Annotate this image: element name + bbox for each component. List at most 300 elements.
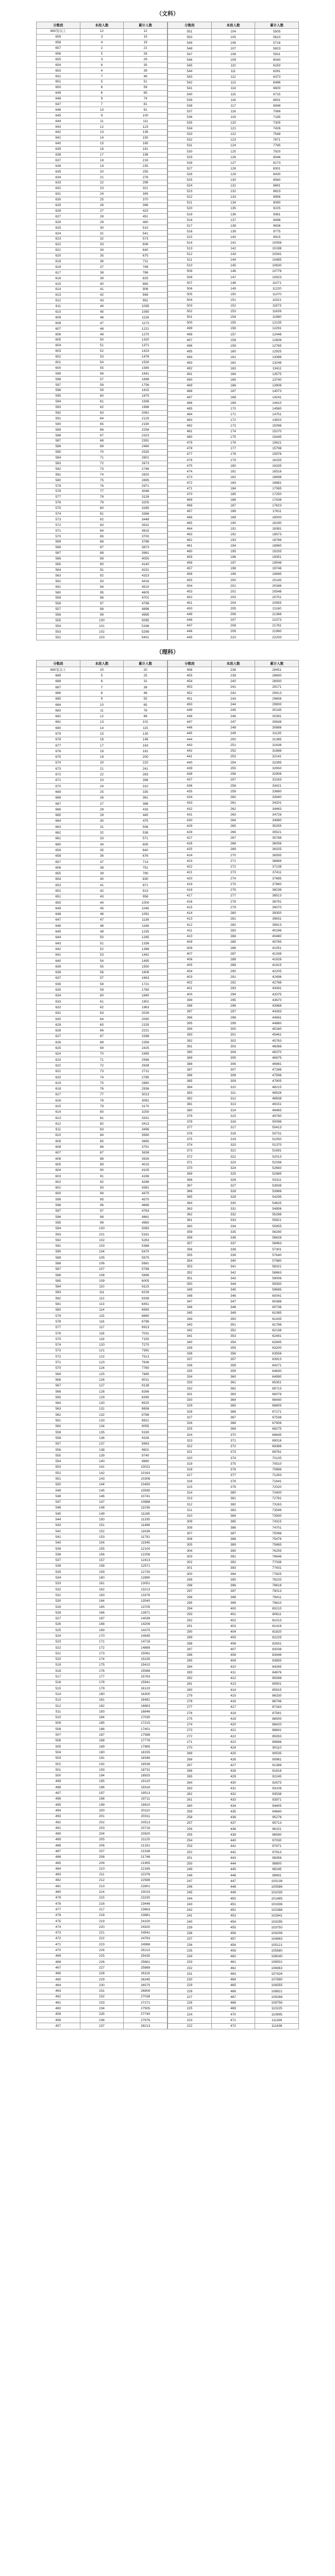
cumulative-cell: 10741 bbox=[124, 1494, 167, 1499]
cumulative-cell: 12606 bbox=[255, 337, 299, 343]
count-cell: 280 bbox=[211, 910, 255, 916]
count-cell: 46 bbox=[80, 315, 124, 320]
table-row bbox=[168, 74, 299, 80]
score-cell: 504 bbox=[37, 1750, 80, 1755]
score-cell: 579 bbox=[37, 1313, 80, 1319]
count-cell: 7 bbox=[80, 684, 124, 690]
cumulative-cell: 8173 bbox=[255, 160, 299, 166]
cumulative-cell: 13705 bbox=[124, 1604, 167, 1609]
score-cell: 611 bbox=[37, 303, 80, 309]
count-cell: 179 bbox=[211, 457, 255, 463]
count-cell: 41 bbox=[80, 286, 124, 292]
score-cell: 660 bbox=[37, 841, 80, 847]
score-cell: 243 bbox=[168, 1902, 212, 1907]
table-row bbox=[37, 444, 167, 449]
count-cell: 140 bbox=[211, 234, 255, 240]
cumulative-cell: 72020 bbox=[255, 1484, 299, 1490]
cumulative-cell: 541 bbox=[124, 231, 167, 236]
table-row bbox=[168, 600, 299, 606]
count-cell: 5 bbox=[80, 51, 124, 57]
score-cell: 599 bbox=[37, 1197, 80, 1202]
count-cell: 20 bbox=[80, 169, 124, 175]
cumulative-cell: 67906 bbox=[255, 1420, 299, 1426]
score-cell: 543 bbox=[168, 74, 212, 80]
cumulative-cell: 36325 bbox=[255, 846, 299, 852]
table-row bbox=[168, 1884, 299, 1890]
cumulative-cell: 101035 bbox=[255, 1890, 299, 1895]
score-cell: 476 bbox=[168, 457, 212, 463]
col-header-count: 本段人数 bbox=[211, 660, 255, 667]
count-cell: 270 bbox=[211, 853, 255, 858]
table-row bbox=[168, 1803, 299, 1809]
table-row bbox=[168, 629, 299, 634]
score-cell: 290 bbox=[168, 1629, 212, 1635]
table-row bbox=[168, 910, 299, 916]
score-cell: 512 bbox=[37, 1703, 80, 1708]
score-cell: 362 bbox=[168, 1212, 212, 1217]
score-cell: 541 bbox=[168, 86, 212, 91]
table-row bbox=[37, 1616, 167, 1621]
table-row bbox=[37, 163, 167, 169]
score-cell: 504 bbox=[168, 297, 212, 303]
table-row bbox=[168, 1333, 299, 1339]
score-cell: 427 bbox=[168, 835, 212, 841]
score-cell: 645 bbox=[37, 929, 80, 935]
score-cell: 467 bbox=[37, 1965, 80, 1971]
table-row bbox=[168, 1183, 299, 1189]
table-row bbox=[37, 1773, 167, 1778]
score-cell: 268 bbox=[168, 1757, 212, 1762]
cumulative-cell: 1091 bbox=[124, 911, 167, 917]
count-cell: 62 bbox=[80, 1005, 124, 1010]
cumulative-cell: 88 bbox=[124, 714, 167, 719]
score-cell: 507 bbox=[37, 1732, 80, 1738]
table-row bbox=[168, 1281, 299, 1287]
cumulative-cell: 37138 bbox=[255, 864, 299, 870]
count-cell: 419 bbox=[211, 1716, 255, 1722]
table-row bbox=[168, 383, 299, 388]
table-row bbox=[37, 946, 167, 952]
cumulative-cell: 9498 bbox=[255, 217, 299, 223]
score-cell: 590 bbox=[37, 1249, 80, 1255]
score-cell: 529 bbox=[168, 155, 212, 160]
cumulative-cell: 18960 bbox=[255, 543, 299, 549]
count-cell: 342 bbox=[211, 1270, 255, 1276]
count-cell: 163 bbox=[80, 1592, 124, 1598]
score-cell: 518 bbox=[37, 1668, 80, 1674]
count-cell: 101 bbox=[80, 1231, 124, 1237]
cumulative-cell: 21538 bbox=[124, 1849, 167, 1854]
cumulative-cell: 20513 bbox=[124, 1819, 167, 1825]
table-row bbox=[37, 1598, 167, 1604]
cumulative-cell: 8788 bbox=[124, 1412, 167, 1418]
count-cell: 161 bbox=[211, 354, 255, 360]
cumulative-cell: 34201 bbox=[255, 800, 299, 806]
count-cell: 39 bbox=[80, 276, 124, 281]
score-cell: 468 bbox=[37, 1959, 80, 1964]
cumulative-cell: 85088 bbox=[255, 1675, 299, 1681]
count-cell: 402 bbox=[211, 1618, 255, 1623]
score-cell: 610 bbox=[37, 1132, 80, 1138]
count-cell: 24 bbox=[80, 784, 124, 789]
table-row bbox=[168, 945, 299, 951]
table-row bbox=[168, 1397, 299, 1403]
count-cell: 115 bbox=[211, 92, 255, 97]
cumulative-cell: 65 bbox=[124, 702, 167, 707]
table-row bbox=[37, 472, 167, 478]
score-cell: 407 bbox=[168, 951, 212, 957]
count-cell: 373 bbox=[211, 1449, 255, 1455]
count-cell: 227 bbox=[80, 1965, 124, 1971]
score-cell: 544 bbox=[168, 69, 212, 74]
count-cell: 215 bbox=[80, 1895, 124, 1901]
score-cell: 642 bbox=[37, 130, 80, 135]
cumulative-cell: 110695 bbox=[255, 2012, 299, 2018]
count-cell: 72 bbox=[80, 1063, 124, 1069]
count-cell: 428 bbox=[211, 1768, 255, 1774]
count-cell: 316 bbox=[211, 1119, 255, 1125]
cumulative-cell: 12135 bbox=[255, 320, 299, 326]
table-row bbox=[37, 1744, 167, 1750]
table-row bbox=[37, 601, 167, 606]
score-cell: 660及以上 bbox=[37, 29, 80, 35]
table-row bbox=[37, 702, 167, 707]
score-cell: 574 bbox=[37, 511, 80, 517]
cumulative-cell: 52660 bbox=[255, 1165, 299, 1171]
liberal-arts-left-body bbox=[37, 29, 167, 640]
cumulative-cell: 24320 bbox=[124, 1924, 167, 1930]
cumulative-cell: 77038 bbox=[255, 1560, 299, 1565]
table-header-row bbox=[37, 660, 167, 667]
count-cell: 451 bbox=[211, 1902, 255, 1907]
cumulative-cell: 1530 bbox=[124, 360, 167, 365]
count-cell: 132 bbox=[80, 1412, 124, 1418]
cumulative-cell: 12730 bbox=[124, 1569, 167, 1575]
table-row bbox=[37, 1976, 167, 1982]
score-cell: 556 bbox=[37, 1447, 80, 1452]
cumulative-cell: 1235 bbox=[124, 929, 167, 935]
cumulative-cell: 34726 bbox=[255, 812, 299, 818]
count-cell: 228 bbox=[80, 1971, 124, 1976]
count-cell: 207 bbox=[80, 1849, 124, 1854]
count-cell: 67 bbox=[80, 433, 124, 438]
score-cell: 452 bbox=[168, 595, 212, 600]
cumulative-cell: 3013 bbox=[124, 1092, 167, 1097]
score-cell: 469 bbox=[37, 1953, 80, 1959]
table-row bbox=[168, 1571, 299, 1577]
table-row bbox=[168, 634, 299, 640]
count-cell: 77 bbox=[80, 489, 124, 495]
count-cell: 301 bbox=[211, 1032, 255, 1038]
table-row bbox=[168, 1241, 299, 1246]
cumulative-cell: 4995 bbox=[124, 612, 167, 618]
score-cell: 582 bbox=[37, 466, 80, 472]
cumulative-cell: 10306 bbox=[124, 1476, 167, 1482]
score-cell: 412 bbox=[168, 922, 212, 928]
score-cell: 644 bbox=[37, 118, 80, 124]
count-cell: 305 bbox=[211, 1055, 255, 1061]
cumulative-cell: 70135 bbox=[255, 1455, 299, 1461]
cumulative-cell: 5505 bbox=[255, 29, 299, 35]
count-cell: 129 bbox=[211, 172, 255, 177]
score-cell: 562 bbox=[37, 1412, 80, 1418]
cumulative-cell: 1441 bbox=[124, 952, 167, 958]
count-cell: 35 bbox=[80, 848, 124, 853]
score-cell: 309 bbox=[168, 1519, 212, 1524]
score-cell: 415 bbox=[168, 905, 212, 910]
score-cell: 594 bbox=[37, 1226, 80, 1231]
count-cell: 461 bbox=[211, 1959, 255, 1965]
score-cell: 294 bbox=[168, 1606, 212, 1612]
cumulative-cell: 89263 bbox=[255, 1734, 299, 1739]
cumulative-cell: 51691 bbox=[255, 1148, 299, 1154]
count-cell: 194 bbox=[80, 1773, 124, 1778]
count-cell: 367 bbox=[211, 1415, 255, 1420]
table-row bbox=[37, 158, 167, 163]
table-row bbox=[168, 887, 299, 893]
score-cell: 341 bbox=[168, 1333, 212, 1339]
score-cell: 473 bbox=[37, 1930, 80, 1936]
cumulative-cell: 21125 bbox=[124, 1837, 167, 1842]
cumulative-cell: 78616 bbox=[255, 1583, 299, 1588]
cumulative-cell: 8011 bbox=[124, 1377, 167, 1383]
cumulative-cell: 235 bbox=[124, 163, 167, 169]
cumulative-cell: 21331 bbox=[124, 1843, 167, 1849]
table-row bbox=[168, 905, 299, 910]
cumulative-cell: 5575 bbox=[124, 1255, 167, 1261]
count-cell: 423 bbox=[211, 1739, 255, 1745]
count-cell: 136 bbox=[80, 1435, 124, 1441]
cumulative-cell: 11335 bbox=[124, 1517, 167, 1522]
score-cell: 586 bbox=[37, 1272, 80, 1278]
score-cell: 393 bbox=[168, 1032, 212, 1038]
table-row bbox=[168, 589, 299, 595]
score-cell: 657 bbox=[37, 859, 80, 865]
cumulative-cell: 7031 bbox=[124, 1330, 167, 1336]
table-row bbox=[168, 86, 299, 91]
cumulative-cell: 40196 bbox=[255, 928, 299, 934]
score-cell: 394 bbox=[168, 1026, 212, 1032]
count-cell: 23 bbox=[80, 185, 124, 191]
cumulative-cell: 7391 bbox=[124, 1348, 167, 1353]
cumulative-cell: 38513 bbox=[255, 893, 299, 899]
count-cell: 194 bbox=[211, 543, 255, 549]
table-row bbox=[168, 457, 299, 463]
score-cell: 464 bbox=[168, 526, 212, 532]
count-cell: 140 bbox=[80, 1459, 124, 1464]
table-row bbox=[37, 455, 167, 461]
count-cell: 34 bbox=[80, 841, 124, 847]
table-row bbox=[168, 1780, 299, 1786]
table-row bbox=[37, 725, 167, 731]
count-cell: 16 bbox=[80, 737, 124, 742]
score-cell: 600 bbox=[37, 365, 80, 371]
score-cell: 646 bbox=[37, 923, 80, 929]
table-row bbox=[37, 101, 167, 107]
score-cell: 377 bbox=[168, 1125, 212, 1130]
score-cell: 255 bbox=[168, 1832, 212, 1838]
col-header-count: 本段人数 bbox=[80, 660, 124, 667]
count-cell: 299 bbox=[211, 1021, 255, 1026]
table-row bbox=[168, 303, 299, 309]
cumulative-cell: 1721 bbox=[124, 981, 167, 987]
cumulative-cell: 21781 bbox=[255, 623, 299, 629]
section-title-liberal-arts: （文科） bbox=[156, 11, 179, 17]
table-row bbox=[168, 520, 299, 526]
score-cell: 273 bbox=[168, 1727, 212, 1733]
count-cell: 395 bbox=[211, 1577, 255, 1583]
cumulative-cell: 6913 bbox=[124, 1325, 167, 1330]
count-cell: 99 bbox=[80, 1220, 124, 1226]
cumulative-cell: 5716 bbox=[255, 40, 299, 46]
score-cell: 531 bbox=[37, 1592, 80, 1598]
score-cell: 282 bbox=[168, 1675, 212, 1681]
count-cell: 421 bbox=[211, 1727, 255, 1733]
cumulative-cell: 76255 bbox=[255, 1548, 299, 1554]
table-row bbox=[37, 999, 167, 1005]
table-row bbox=[168, 1843, 299, 1849]
cumulative-cell: 200 bbox=[124, 754, 167, 760]
table-row bbox=[37, 534, 167, 539]
score-cell: 391 bbox=[168, 1044, 212, 1049]
score-cell: 231 bbox=[168, 1971, 212, 1977]
cumulative-cell: 70886 bbox=[255, 1467, 299, 1472]
table-row bbox=[37, 1494, 167, 1499]
table-row bbox=[168, 503, 299, 509]
cumulative-cell: 11673 bbox=[255, 303, 299, 309]
score-cell: 468 bbox=[168, 503, 212, 509]
cumulative-cell: 27740 bbox=[124, 2011, 167, 2017]
table-row bbox=[168, 160, 299, 166]
cumulative-cell: 711 bbox=[124, 259, 167, 264]
count-cell: 26 bbox=[80, 795, 124, 801]
cumulative-cell: 19316 bbox=[124, 1785, 167, 1790]
count-cell: 136 bbox=[211, 212, 255, 217]
table-row bbox=[37, 911, 167, 917]
score-cell: 568 bbox=[37, 545, 80, 550]
cumulative-cell: 91 bbox=[124, 107, 167, 113]
score-cell: 356 bbox=[168, 1247, 212, 1252]
score-cell: 425 bbox=[168, 846, 212, 852]
count-cell: 160 bbox=[80, 1575, 124, 1581]
table-row bbox=[168, 1577, 299, 1583]
count-cell: 12 bbox=[80, 124, 124, 130]
count-cell: 178 bbox=[211, 451, 255, 457]
table-row bbox=[168, 1340, 299, 1345]
cumulative-cell: 70510 bbox=[255, 1461, 299, 1467]
table-row bbox=[37, 1290, 167, 1295]
count-cell: 400 bbox=[211, 1606, 255, 1612]
table-row bbox=[37, 1947, 167, 1953]
score-cell: 643 bbox=[37, 124, 80, 130]
table-row bbox=[168, 1003, 299, 1009]
cumulative-cell: 46981 bbox=[255, 1061, 299, 1067]
cumulative-cell: 28690 bbox=[255, 673, 299, 679]
score-cell: 310 bbox=[168, 1513, 212, 1519]
count-cell: 324 bbox=[211, 1165, 255, 1171]
count-cell: 58 bbox=[80, 382, 124, 388]
table-row bbox=[168, 1774, 299, 1780]
cumulative-cell: 88000 bbox=[255, 1716, 299, 1722]
cumulative-cell: 13575 bbox=[255, 371, 299, 377]
count-cell: 338 bbox=[211, 1247, 255, 1252]
table-row bbox=[168, 707, 299, 713]
cumulative-cell: 37960 bbox=[255, 882, 299, 887]
table-row bbox=[37, 987, 167, 993]
cumulative-cell: 16846 bbox=[124, 1709, 167, 1715]
count-cell: 52 bbox=[80, 348, 124, 354]
table-row bbox=[37, 1028, 167, 1033]
count-cell: 388 bbox=[211, 1536, 255, 1542]
cumulative-cell: 20548 bbox=[255, 589, 299, 595]
count-cell: 297 bbox=[211, 1009, 255, 1014]
cumulative-cell: 30391 bbox=[255, 714, 299, 719]
cumulative-cell: 2288 bbox=[124, 1033, 167, 1039]
cumulative-cell: 34990 bbox=[255, 818, 299, 823]
count-cell: 64 bbox=[80, 416, 124, 421]
table-row bbox=[168, 583, 299, 589]
count-cell: 39 bbox=[80, 871, 124, 876]
cumulative-cell: 106963 bbox=[255, 1965, 299, 1971]
count-cell: 417 bbox=[211, 1704, 255, 1710]
cumulative-cell: 29171 bbox=[255, 684, 299, 690]
cumulative-cell: 33421 bbox=[255, 783, 299, 789]
score-cell: 608 bbox=[37, 1144, 80, 1150]
count-cell: 206 bbox=[80, 1843, 124, 1849]
score-cell: 457 bbox=[168, 566, 212, 571]
count-cell: 471 bbox=[211, 2018, 255, 2023]
table-row bbox=[37, 393, 167, 399]
cumulative-cell: 55621 bbox=[255, 1217, 299, 1223]
count-cell: 409 bbox=[211, 1658, 255, 1664]
count-cell: 79 bbox=[80, 500, 124, 505]
score-cell: 486 bbox=[37, 1854, 80, 1860]
cumulative-cell: 56963 bbox=[255, 1241, 299, 1246]
cumulative-cell: 23663 bbox=[124, 1907, 167, 1912]
score-cell: 577 bbox=[37, 1325, 80, 1330]
table-row bbox=[168, 766, 299, 771]
score-cell: 471 bbox=[168, 486, 212, 492]
table-row bbox=[168, 1762, 299, 1768]
table-row bbox=[168, 1693, 299, 1699]
cumulative-cell: 93538 bbox=[255, 1791, 299, 1797]
table-row bbox=[168, 928, 299, 934]
cumulative-cell: 3838 bbox=[124, 1150, 167, 1156]
score-cell: 566 bbox=[37, 556, 80, 562]
table-row bbox=[168, 731, 299, 736]
score-cell: 610 bbox=[37, 309, 80, 315]
table-row bbox=[168, 280, 299, 286]
cumulative-cell: 1815 bbox=[124, 388, 167, 394]
cumulative-cell: 9740 bbox=[124, 1453, 167, 1459]
cumulative-cell: 77825 bbox=[255, 1571, 299, 1577]
cumulative-cell: 77431 bbox=[255, 1565, 299, 1571]
table-row bbox=[37, 1336, 167, 1342]
count-cell: 111 bbox=[211, 69, 255, 74]
score-cell: 347 bbox=[168, 1299, 212, 1304]
cumulative-cell: 66076 bbox=[255, 1392, 299, 1397]
score-cell: 462 bbox=[168, 537, 212, 543]
cumulative-cell: 24541 bbox=[124, 1930, 167, 1936]
count-cell: 17 bbox=[80, 742, 124, 748]
table-row bbox=[37, 276, 167, 281]
score-cell: 500 bbox=[37, 1773, 80, 1778]
count-cell: 348 bbox=[211, 1304, 255, 1310]
score-cell: 627 bbox=[37, 214, 80, 219]
cumulative-cell: 46 bbox=[124, 690, 167, 696]
count-cell: 202 bbox=[80, 1819, 124, 1825]
table-row bbox=[37, 438, 167, 444]
